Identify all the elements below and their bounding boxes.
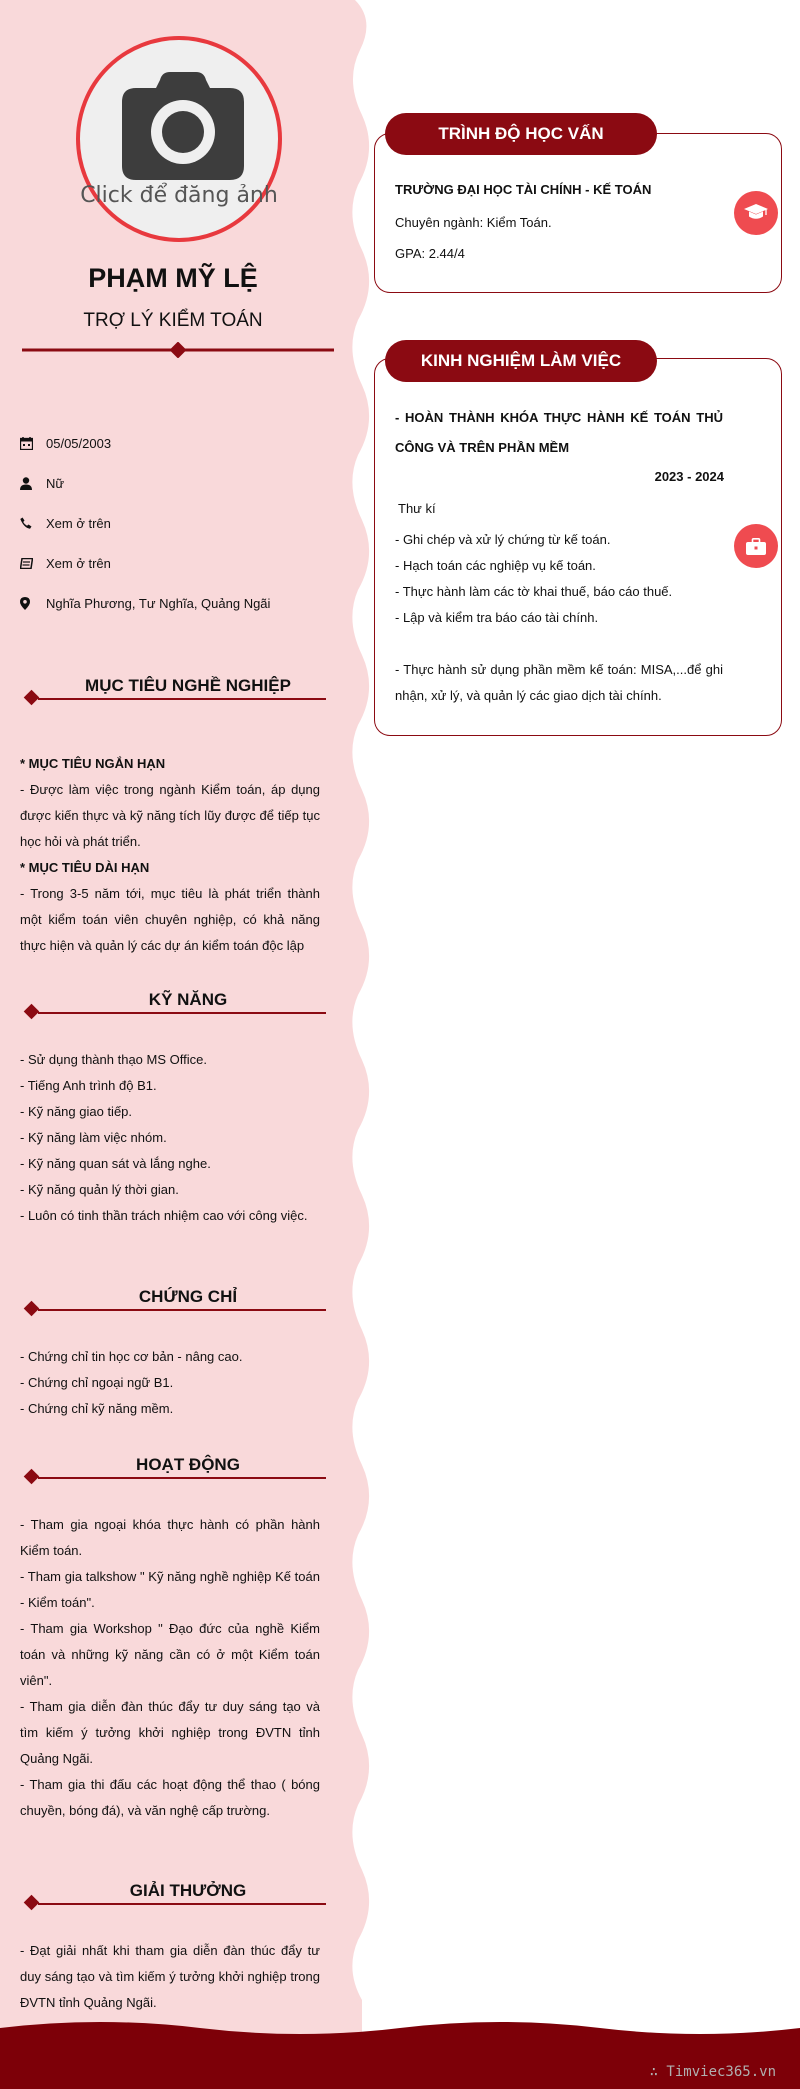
section-header-activities <box>20 1455 326 1492</box>
list-item: - Tham gia Workshop " Đạo đức của nghề Kiểm toán và những kỹ năng cần có ở một Kiểm toán viên". <box>20 1621 320 1688</box>
contact-phone-value[interactable]: Xem ở trên <box>46 515 111 531</box>
section-line <box>38 1012 326 1014</box>
section-line <box>38 1309 326 1311</box>
list-item: - Lập và kiểm tra báo cáo tài chính. <box>395 610 599 625</box>
section-line <box>38 1477 326 1479</box>
section-header-certificates <box>20 1287 326 1324</box>
phone-icon <box>20 517 46 529</box>
avatar-upload-label: Click để đăng ảnh <box>80 183 278 208</box>
certificates-list <box>20 1344 320 1422</box>
section-title: HOẠT ĐỘNG <box>136 1455 240 1474</box>
person-icon <box>20 477 46 490</box>
list-item: - Kỹ năng làm việc nhóm. <box>20 1130 167 1145</box>
name-divider <box>22 342 334 358</box>
list-item: - Kỹ năng quan sát và lắng nghe. <box>20 1156 211 1171</box>
experience-software: - Thực hành sử dụng phần mềm kế toán: MISA,...để ghi nhận, xử lý, và quản lý các giao dịch tài chính. <box>395 662 723 703</box>
list-item: - Ghi chép và xử lý chứng từ kế toán. <box>395 532 611 547</box>
list-item: - Chứng chỉ ngoại ngữ B1. <box>20 1375 174 1390</box>
section-title: CHỨNG CHỈ <box>138 1287 238 1306</box>
activities-list <box>20 1512 320 1824</box>
objective-long-text: - Trong 3-5 năm tới, mục tiêu là phát triển thành một kiểm toán viên chuyên nghiệp, có khả năng thực hiện và quản lý các dự án kiểm toán độc lập <box>20 886 320 953</box>
objective-short-text: - Được làm việc trong ngành Kiểm toán, áp dụng được kiến thực và kỹ năng tích lũy được để tiếp tục học hỏi và phát triển. <box>20 782 320 849</box>
contact-address-value: Nghĩa Phương, Tư Nghĩa, Quảng Ngãi <box>46 595 271 611</box>
experience-project: - HOÀN THÀNH KHÓA THỰC HÀNH KẾ TOÁN THỦ CÔNG VÀ TRÊN PHẦN MỀM <box>395 410 723 455</box>
section-title: KỸ NĂNG <box>148 990 228 1009</box>
awards-content <box>20 1938 320 2016</box>
diamond-icon <box>24 690 40 706</box>
footer-brand-logo[interactable]: ∴ Timviec365.vn <box>649 2064 776 2080</box>
education-title-pill: TRÌNH ĐỘ HỌC VẤN <box>385 113 657 155</box>
list-item: - Kỹ năng quản lý thời gian. <box>20 1182 179 1197</box>
objective-long-heading: * MỤC TIÊU DÀI HẠN <box>20 860 150 875</box>
list-item: - Tham gia thi đấu các hoạt động thể thao ( bóng chuyền, bóng đá), và văn nghệ cấp trường. <box>20 1777 320 1818</box>
experience-tasks <box>395 527 723 631</box>
section-title: MỤC TIÊU NGHỀ NGHIỆP <box>85 676 291 695</box>
experience-period: 2023 - 2024 <box>654 469 724 484</box>
skills-list <box>20 1047 320 1229</box>
list-item: - Tham gia diễn đàn thúc đẩy tư duy sáng tạo và tìm kiếm ý tưởng khởi nghiệp trong ĐVTN tỉnh Quảng Ngãi. <box>20 1699 320 1766</box>
list-item: - Tham gia ngoại khóa thực hành có phần hành Kiểm toán. <box>20 1517 320 1558</box>
section-header-skills <box>20 990 326 1027</box>
graduation-cap-icon <box>734 191 778 235</box>
list-item: - Luôn có tinh thần trách nhiệm cao với công việc. <box>20 1208 308 1223</box>
objective-content <box>20 751 320 959</box>
contact-gender <box>20 472 64 494</box>
job-title: TRỢ LÝ KIỂM TOÁN <box>83 310 263 331</box>
diamond-icon <box>24 1004 40 1020</box>
section-title: GIẢI THƯỞNG <box>129 1881 247 1900</box>
contact-address <box>20 592 270 614</box>
education-school: TRƯỜNG ĐẠI HỌC TÀI CHÍNH - KẾ TOÁN <box>395 182 652 197</box>
list-item: - Tiếng Anh trình độ B1. <box>20 1078 157 1093</box>
experience-role: Thư kí <box>398 501 436 516</box>
diamond-icon <box>24 1469 40 1485</box>
camera-icon <box>122 70 244 180</box>
contact-gender-value: Nữ <box>46 475 65 491</box>
list-item: - Kỹ năng giao tiếp. <box>20 1104 133 1119</box>
section-header-awards <box>20 1881 326 1918</box>
list-item: - Chứng chỉ kỹ năng mềm. <box>20 1401 174 1416</box>
avatar-upload[interactable] <box>76 36 282 242</box>
email-icon <box>20 558 46 569</box>
experience-title-pill: KINH NGHIỆM LÀM VIỆC <box>385 340 657 382</box>
list-item: - Chứng chỉ tin học cơ bản - nâng cao. <box>20 1349 243 1364</box>
awards-text: - Đạt giải nhất khi tham gia diễn đàn thúc đẩy tư duy sáng tạo và tìm kiếm ý tưởng khởi nghiệp trong ĐVTN tỉnh Quảng Ngãi. <box>20 1943 320 2010</box>
contact-birthday-value: 05/05/2003 <box>46 435 112 451</box>
briefcase-icon <box>734 524 778 568</box>
education-major: Chuyên ngành: Kiểm Toán. <box>395 215 552 230</box>
contact-phone <box>20 512 111 534</box>
diamond-icon <box>24 1301 40 1317</box>
section-header-objective <box>20 676 326 713</box>
list-item: - Sử dụng thành thạo MS Office. <box>20 1052 207 1067</box>
education-gpa: GPA: 2.44/4 <box>395 246 465 261</box>
contact-email-value[interactable]: Xem ở trên <box>46 555 111 571</box>
list-item: - Thực hành làm các tờ khai thuế, báo cáo thuế. <box>395 584 673 599</box>
location-icon <box>20 597 46 610</box>
calendar-icon <box>20 437 46 450</box>
contact-birthday <box>20 432 111 454</box>
section-line <box>38 1903 326 1905</box>
diamond-icon <box>24 1895 40 1911</box>
objective-short-heading: * MỤC TIÊU NGẮN HẠN <box>20 756 166 771</box>
candidate-name: PHẠM MỸ LỆ <box>88 263 258 293</box>
contact-email <box>20 552 111 574</box>
section-line <box>38 698 326 700</box>
list-item: - Hạch toán các nghiệp vụ kế toán. <box>395 558 596 573</box>
list-item: - Tham gia talkshow " Kỹ năng nghề nghiệp Kế toán - Kiểm toán". <box>20 1569 320 1610</box>
